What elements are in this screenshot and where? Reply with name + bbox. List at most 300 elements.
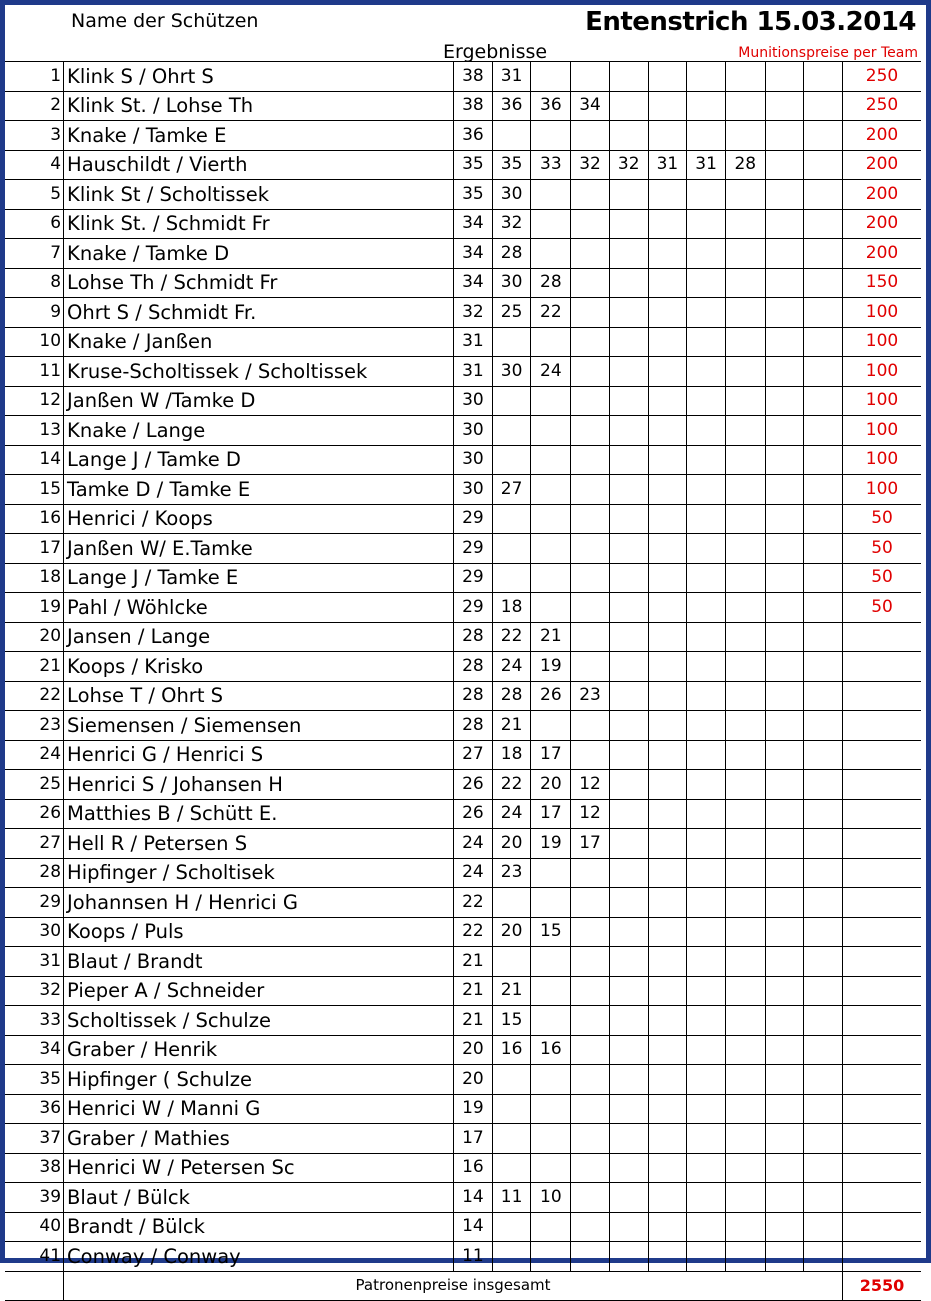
rank-number: 41 [5,1242,64,1272]
table-row [5,150,921,180]
score-cell [687,770,726,800]
score-cell: 36 [454,121,493,151]
score-cell [687,740,726,770]
score-cell [765,593,804,623]
rank-number: 26 [5,799,64,829]
score-cell [571,1035,610,1065]
prize-cell [843,858,921,888]
score-cell: 31 [648,150,687,180]
score-cell [725,770,765,800]
score-cell: 12 [571,770,610,800]
score-cell [609,357,648,387]
score-cell: 31 [454,327,493,357]
score-cell: 17 [531,799,571,829]
prize-cell [843,799,921,829]
score-cell: 21 [492,711,531,741]
score-cell [609,1094,648,1124]
score-cell [687,268,726,298]
prize-cell [843,1094,921,1124]
score-cell: 18 [492,593,531,623]
score-cell [765,239,804,269]
score-cell [687,917,726,947]
score-cell [725,121,765,151]
table-row [5,711,921,741]
team-name: Knake / Janßen [64,327,454,357]
score-cell: 15 [531,917,571,947]
table-row [5,1183,921,1213]
prize-cell: 50 [843,534,921,564]
score-cell [687,858,726,888]
rank-number: 3 [5,121,64,151]
score-cell [571,917,610,947]
score-cell: 29 [454,593,493,623]
score-cell [492,327,531,357]
score-cell: 34 [454,268,493,298]
score-cell [765,121,804,151]
score-cell [531,858,571,888]
score-cell [765,534,804,564]
score-cell [531,1006,571,1036]
score-cell [804,593,843,623]
score-cell [609,976,648,1006]
score-cell: 23 [492,858,531,888]
rank-number: 7 [5,239,64,269]
prize-cell: 100 [843,357,921,387]
score-cell [648,1094,687,1124]
score-cell [804,711,843,741]
score-cell [648,622,687,652]
team-name: Knake / Tamke E [64,121,454,151]
score-cell [571,475,610,505]
score-cell [648,1153,687,1183]
prize-cell [843,1212,921,1242]
prize-cell: 200 [843,180,921,210]
score-cell [725,209,765,239]
score-cell [609,1035,648,1065]
table-row [5,770,921,800]
score-cell [609,622,648,652]
score-cell [765,799,804,829]
score-cell [725,268,765,298]
score-cell [531,947,571,977]
score-cell [725,947,765,977]
score-cell [725,534,765,564]
rank-number: 14 [5,445,64,475]
score-cell [492,563,531,593]
score-cell [648,593,687,623]
table-row [5,1035,921,1065]
score-cell [765,1153,804,1183]
rank-number: 36 [5,1094,64,1124]
table-row [5,239,921,269]
score-cell [648,504,687,534]
team-name: Siemensen / Siemensen [64,711,454,741]
table-row [5,327,921,357]
score-cell [609,681,648,711]
score-cell [765,386,804,416]
table-row [5,357,921,387]
score-cell: 16 [454,1153,493,1183]
table-row [5,445,921,475]
score-cell [725,445,765,475]
prize-cell [843,1006,921,1036]
score-cell [609,858,648,888]
score-cell [687,1183,726,1213]
score-cell: 28 [454,622,493,652]
prize-cell: 100 [843,445,921,475]
table-row [5,799,921,829]
table-row [5,62,921,92]
score-cell [804,976,843,1006]
score-cell [725,976,765,1006]
score-cell: 38 [454,91,493,121]
table-row [5,740,921,770]
score-cell [687,209,726,239]
rank-number: 38 [5,1153,64,1183]
score-cell [687,1035,726,1065]
score-cell: 34 [571,91,610,121]
table-row [5,91,921,121]
rank-number: 35 [5,1065,64,1095]
score-cell [531,416,571,446]
score-cell [765,711,804,741]
prize-cell [843,1124,921,1154]
prize-cell [843,947,921,977]
score-cell [804,268,843,298]
team-name: Pieper A / Schneider [64,976,454,1006]
score-cell: 28 [454,681,493,711]
score-cell [725,1183,765,1213]
score-cell: 31 [492,62,531,92]
score-cell [804,1153,843,1183]
score-cell [648,770,687,800]
score-cell [765,504,804,534]
table-row [5,976,921,1006]
score-cell: 34 [454,209,493,239]
score-cell [725,858,765,888]
table-row [5,1065,921,1095]
score-cell [571,1242,610,1272]
team-name: Hauschildt / Vierth [64,150,454,180]
score-cell: 23 [571,681,610,711]
score-cell [571,1124,610,1154]
results-table-body [5,62,921,1301]
score-cell: 26 [454,799,493,829]
rank-number: 21 [5,652,64,682]
team-name: Lohse T / Ohrt S [64,681,454,711]
table-row [5,1006,921,1036]
score-cell [648,711,687,741]
score-cell [687,652,726,682]
prize-cell: 50 [843,593,921,623]
score-cell [725,327,765,357]
prize-cell [843,1035,921,1065]
score-cell [765,180,804,210]
rank-number: 5 [5,180,64,210]
score-cell [571,386,610,416]
score-cell [648,386,687,416]
score-cell: 21 [454,947,493,977]
team-name: Henrici G / Henrici S [64,740,454,770]
score-cell [609,947,648,977]
score-cell [804,534,843,564]
rank-number: 25 [5,770,64,800]
score-cell [687,1065,726,1095]
score-cell [687,534,726,564]
prize-cell [843,888,921,918]
score-cell: 28 [454,711,493,741]
table-row [5,298,921,328]
rank-number: 11 [5,357,64,387]
score-cell [687,1153,726,1183]
score-cell: 17 [571,829,610,859]
score-cell [804,327,843,357]
score-cell [648,829,687,859]
score-cell [571,298,610,328]
score-cell [571,327,610,357]
names-column-header: Name der Schützen [71,10,259,32]
score-cell [648,62,687,92]
team-name: Henrici W / Manni G [64,1094,454,1124]
rank-number: 12 [5,386,64,416]
team-name: Kruse-Scholtissek / Scholtissek [64,357,454,387]
score-cell [648,888,687,918]
score-cell [648,357,687,387]
score-cell: 38 [454,62,493,92]
score-cell [725,888,765,918]
score-cell [725,91,765,121]
score-cell [609,593,648,623]
score-cell: 31 [454,357,493,387]
score-cell [804,622,843,652]
score-cell: 24 [454,858,493,888]
score-cell: 21 [531,622,571,652]
score-cell [725,917,765,947]
team-name: Lange J / Tamke D [64,445,454,475]
score-cell [687,386,726,416]
score-cell [648,239,687,269]
page-title: Entenstrich 15.03.2014 [585,7,916,37]
score-cell: 11 [492,1183,531,1213]
score-cell [765,357,804,387]
score-cell [609,298,648,328]
score-cell [804,740,843,770]
score-cell [648,652,687,682]
score-cell [765,1035,804,1065]
score-cell [725,62,765,92]
score-cell: 19 [531,829,571,859]
score-cell [765,1183,804,1213]
team-name: Hell R / Petersen S [64,829,454,859]
team-name: Henrici W / Petersen Sc [64,1153,454,1183]
score-cell [609,652,648,682]
score-cell [765,652,804,682]
score-cell [725,180,765,210]
score-cell [725,1006,765,1036]
score-cell [648,740,687,770]
score-cell [725,563,765,593]
score-cell [531,1242,571,1272]
score-cell: 22 [492,622,531,652]
score-cell [804,947,843,977]
team-name: Johannsen H / Henrici G [64,888,454,918]
prize-cell: 200 [843,150,921,180]
rank-number: 4 [5,150,64,180]
score-cell [531,209,571,239]
total-label: Patronenpreise insgesamt [64,1271,843,1301]
rank-number: 37 [5,1124,64,1154]
team-name: Klink St. / Lohse Th [64,91,454,121]
score-cell [609,563,648,593]
score-cell [687,298,726,328]
prize-cell [843,1183,921,1213]
score-cell [531,475,571,505]
rank-number: 10 [5,327,64,357]
score-cell [648,209,687,239]
team-name: Matthies B / Schütt E. [64,799,454,829]
score-cell [804,445,843,475]
score-cell: 19 [531,652,571,682]
score-cell [609,1006,648,1036]
score-cell: 35 [454,180,493,210]
score-cell: 26 [454,770,493,800]
score-cell [609,1124,648,1154]
score-cell: 14 [454,1212,493,1242]
score-cell [531,976,571,1006]
score-cell [765,416,804,446]
table-row [5,1124,921,1154]
score-cell [571,740,610,770]
score-cell [725,740,765,770]
score-cell [648,917,687,947]
team-name: Janßen W /Tamke D [64,386,454,416]
score-cell [804,357,843,387]
score-cell [571,357,610,387]
score-cell [648,799,687,829]
score-cell [648,121,687,151]
rank-number: 9 [5,298,64,328]
score-cell [725,357,765,387]
team-name: Knake / Tamke D [64,239,454,269]
rank-number: 23 [5,711,64,741]
team-name: Henrici S / Johansen H [64,770,454,800]
rank-number: 39 [5,1183,64,1213]
rank-number: 34 [5,1035,64,1065]
prize-cell: 50 [843,504,921,534]
score-cell [725,298,765,328]
score-cell [648,327,687,357]
table-row [5,180,921,210]
rank-number: 40 [5,1212,64,1242]
score-cell [765,829,804,859]
score-cell [609,239,648,269]
score-cell: 16 [531,1035,571,1065]
score-cell [609,829,648,859]
score-cell [687,593,726,623]
rank-number: 6 [5,209,64,239]
score-cell [492,1153,531,1183]
score-cell [765,150,804,180]
score-cell [648,681,687,711]
score-cell [571,416,610,446]
table-row [5,121,921,151]
prize-cell [843,976,921,1006]
score-cell: 17 [454,1124,493,1154]
score-cell [531,386,571,416]
team-name: Koops / Puls [64,917,454,947]
score-cell [804,652,843,682]
score-cell [648,1212,687,1242]
score-cell [765,622,804,652]
team-name: Koops / Krisko [64,652,454,682]
score-cell: 31 [687,150,726,180]
prize-cell [843,652,921,682]
score-cell [571,180,610,210]
score-cell [725,681,765,711]
score-cell [765,298,804,328]
team-name: Graber / Henrik [64,1035,454,1065]
score-cell [804,1035,843,1065]
table-row [5,622,921,652]
score-cell [609,711,648,741]
score-cell [531,504,571,534]
team-name: Brandt / Bülck [64,1212,454,1242]
score-cell: 21 [454,976,493,1006]
score-cell [531,1065,571,1095]
score-cell [687,622,726,652]
rank-number: 20 [5,622,64,652]
score-cell [571,652,610,682]
score-cell [648,91,687,121]
score-cell [531,534,571,564]
score-cell: 10 [531,1183,571,1213]
score-cell [765,62,804,92]
score-cell [609,504,648,534]
score-cell [725,1035,765,1065]
score-cell [804,1006,843,1036]
team-name: Klink St. / Schmidt Fr [64,209,454,239]
prize-cell [843,829,921,859]
prize-cell: 50 [843,563,921,593]
score-cell [765,268,804,298]
score-cell: 32 [571,150,610,180]
score-cell [492,534,531,564]
score-cell: 24 [492,652,531,682]
score-cell [804,62,843,92]
score-cell: 32 [609,150,648,180]
score-cell [648,858,687,888]
score-cell [531,563,571,593]
score-cell [492,445,531,475]
score-cell [531,711,571,741]
score-cell [609,180,648,210]
score-cell [765,1242,804,1272]
score-cell [492,1212,531,1242]
score-cell [765,327,804,357]
score-cell [725,1094,765,1124]
score-cell [648,1242,687,1272]
score-cell [571,563,610,593]
team-name: Lohse Th / Schmidt Fr [64,268,454,298]
score-cell [492,121,531,151]
score-cell [648,1124,687,1154]
score-cell: 33 [531,150,571,180]
score-cell: 28 [492,681,531,711]
score-cell [609,1183,648,1213]
score-cell [687,947,726,977]
score-cell [765,858,804,888]
rank-number: 18 [5,563,64,593]
